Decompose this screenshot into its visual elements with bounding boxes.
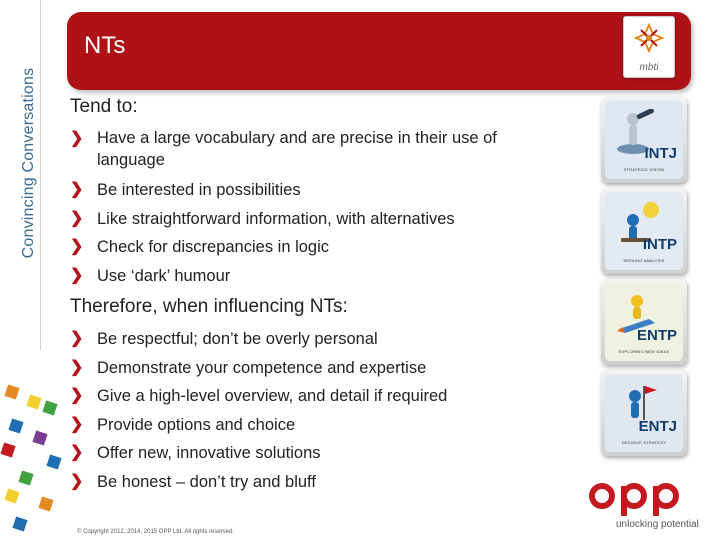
list-item: ❯ Be respectful; don’t be overly personal [68, 325, 558, 354]
decorative-square [42, 400, 57, 415]
type-code: INTP [642, 236, 677, 253]
type-card-intp [601, 188, 687, 274]
list-item: ❯ Have a large vocabulary and are precise in their use of language [68, 125, 558, 176]
chevron-right-icon: ❯ [70, 444, 84, 461]
section-heading-influencing: Therefore, when influencing NTs: [70, 296, 348, 317]
chevron-right-icon: ❯ [70, 181, 84, 198]
header-banner [67, 12, 691, 90]
bullet-list-influencing [68, 325, 558, 496]
bullet-list-tendencies [68, 125, 558, 290]
chevron-right-icon: ❯ [70, 266, 84, 284]
chevron-right-icon: ❯ [70, 387, 84, 404]
chevron-right-icon: ❯ [70, 415, 84, 433]
type-cards [601, 97, 687, 461]
list-item: ❯ Check for discrepancies in logic [68, 233, 558, 262]
type-card-entp [601, 279, 687, 365]
decorative-square [12, 516, 27, 531]
list-item: ❯ Offer new, innovative solutions [68, 439, 558, 468]
list-item: ❯ Provide options and choice [68, 411, 558, 440]
type-caption: EXPLORING NEW IDEAS [618, 349, 670, 354]
mbti-logo [623, 16, 675, 78]
opp-logo [588, 480, 706, 530]
mbti-logo-label: mbti [639, 62, 659, 73]
list-item: ❯ Give a high-level overview, and detail if required [68, 382, 558, 411]
decorative-square [46, 454, 61, 469]
list-item: ❯ Be interested in possibilities [68, 176, 558, 205]
divider [40, 0, 41, 350]
decorative-square [4, 384, 19, 399]
type-card-intj [601, 97, 687, 183]
list-item: ❯ Use ‘dark’ humour [68, 262, 558, 291]
decorative-square [0, 442, 15, 457]
decorative-square [38, 496, 53, 511]
type-code: ENTP [636, 327, 677, 344]
list-item: ❯ Be honest – don’t try and bluff [68, 468, 558, 497]
page-title: NTs [84, 32, 126, 59]
chevron-right-icon: ❯ [70, 130, 84, 147]
type-caption: SEEKING ANALYSIS [623, 258, 665, 263]
decorative-square [26, 394, 41, 409]
chevron-right-icon: ❯ [70, 330, 84, 347]
copyright-text: © Copyright 2012, 2014, 2015 OPP Ltd. All rights reserved. [77, 529, 235, 535]
type-code: ENTJ [638, 418, 677, 435]
list-item: ❯ Like straightforward information, with alternatives [68, 205, 558, 234]
section-heading-tend-to: Tend to: [70, 96, 138, 117]
chevron-right-icon: ❯ [70, 238, 84, 255]
decorative-square [8, 418, 23, 433]
opp-wordmark-icon [588, 480, 706, 516]
decorative-squares [0, 380, 70, 540]
chevron-right-icon: ❯ [70, 472, 84, 490]
decorative-square [4, 488, 19, 503]
type-caption: DECISIVE STRATEGY [621, 440, 667, 445]
opp-tagline: unlocking potential [616, 519, 699, 530]
type-card-entj [601, 370, 687, 456]
type-code: INTJ [644, 145, 677, 162]
chevron-right-icon: ❯ [70, 209, 84, 227]
type-caption: STRATEGIC VISION [623, 167, 665, 172]
decorative-square [18, 470, 33, 485]
side-title: Convincing Conversations [20, 67, 37, 258]
mbti-logo-icon [633, 22, 665, 54]
list-item: ❯ Demonstrate your competence and expertise [68, 354, 558, 383]
chevron-right-icon: ❯ [70, 358, 84, 376]
decorative-square [32, 430, 47, 445]
